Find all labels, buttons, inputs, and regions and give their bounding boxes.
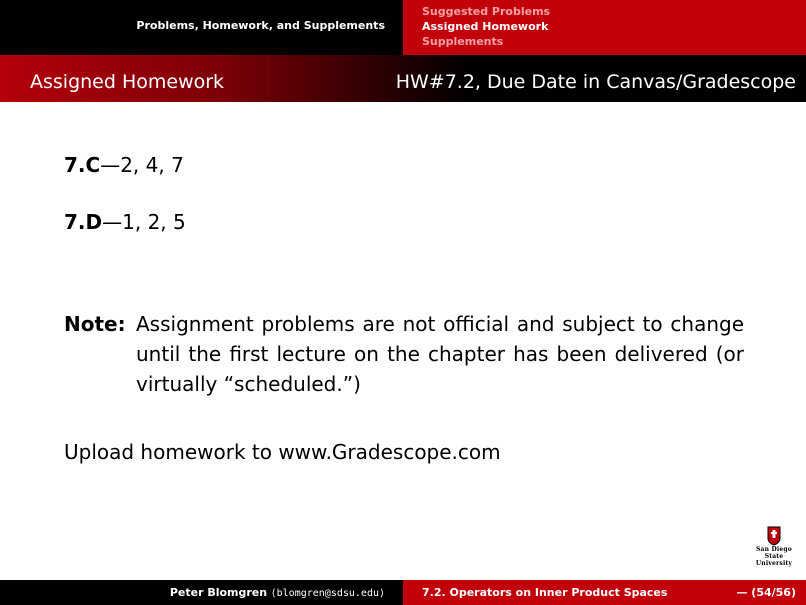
sdsu-logo <box>748 526 800 566</box>
homework-section-label: 7.C <box>64 153 101 177</box>
author-email[interactable]: ⟨blomgren@sdsu.edu⟩ <box>270 588 385 599</box>
note-block <box>64 309 744 399</box>
frame-subtitle: HW#7.2, Due Date in Canvas/Gradescope <box>395 71 796 93</box>
homework-problems: —2, 4, 7 <box>100 153 184 177</box>
footer-bar <box>0 580 806 605</box>
homework-item <box>64 207 744 237</box>
top-navigation-bar <box>0 0 806 55</box>
nav-section-panel <box>0 0 403 55</box>
note-label: Note: <box>64 312 126 336</box>
frame-title-bar <box>0 55 806 103</box>
footer-author-panel <box>0 580 403 605</box>
footer-topic-panel <box>403 580 806 605</box>
note-text: Assignment problems are not official and subject to change until the first lecture on the chapter has been delivered (or virtually “scheduled.”) <box>136 312 744 396</box>
upload-instruction: Upload homework to www.Gradescope.com <box>64 440 501 464</box>
logo-text-line2: University <box>755 560 793 567</box>
page-number: — (54/56) <box>736 586 796 599</box>
logo-text-line1: San Diego State <box>756 546 792 560</box>
nav-subsection-assigned-homework[interactable]: Assigned Homework <box>422 20 549 33</box>
homework-problems: —1, 2, 5 <box>102 210 186 234</box>
homework-section-label: 7.D <box>64 210 103 234</box>
author-name: Peter Blomgren <box>169 586 268 599</box>
footer-topic[interactable]: 7.2. Operators on Inner Product Spaces <box>422 586 668 599</box>
nav-subsection-suggested-problems[interactable]: Suggested Problems <box>422 5 551 18</box>
frame-title: Assigned Homework <box>30 71 225 93</box>
nav-subsection-panel <box>403 0 806 55</box>
nav-section-link[interactable]: Problems, Homework, and Supplements <box>136 19 385 32</box>
homework-item <box>64 150 744 180</box>
sdsu-shield-icon <box>767 526 781 546</box>
nav-subsection-supplements[interactable]: Supplements <box>422 35 504 48</box>
footer-author <box>170 586 385 599</box>
nav-subsection-list <box>422 4 550 49</box>
homework-list <box>64 150 744 264</box>
